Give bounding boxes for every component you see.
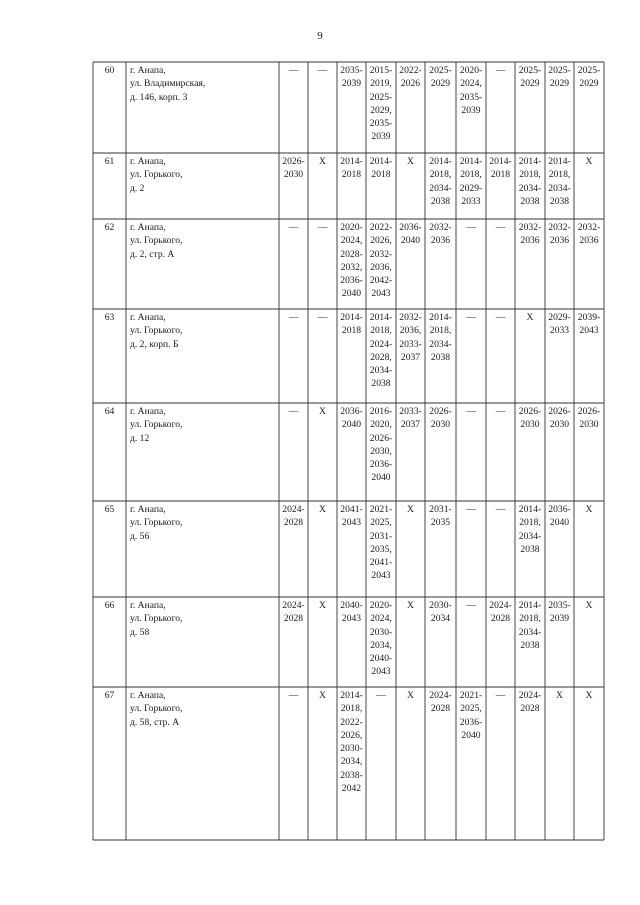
address-cell: г. Анапа, ул. Горького, д. 2, стр. А [130,222,183,260]
period-cell: X [585,504,593,515]
period-cell: 2036- 2040 [548,504,571,529]
period-cell: 2014- 2018, 2034- 2038 [548,156,571,207]
page-number: 9 [317,30,323,42]
period-cell: 2014- 2018, 2034- 2038 [518,504,542,555]
period-cell: X [585,600,593,611]
address-cell: г. Анапа, ул. Владимирская, д. 146, корп. 3 [130,65,206,103]
period-cell: 2014- 2018 [340,156,363,181]
period-cell: X [407,504,414,515]
row-number: 65 [104,504,115,515]
period-cell: 2031- 2035 [429,504,452,529]
period-cell: — [288,65,299,76]
period-cell: 2024- 2028 [489,600,512,625]
period-cell: — [495,312,506,323]
period-cell: 2025- 2029 [518,65,542,90]
period-cell: — [466,406,476,417]
period-cell: 2014- 2018, 2034- 2038 [518,156,542,207]
period-cell: 2022- 2026 [399,65,422,90]
row-number: 61 [104,156,115,167]
period-cell: X [319,504,326,515]
address-cell: г. Анапа, ул. Горького, д. 58, стр. А [130,690,183,728]
period-cell: 2032- 2036 [577,222,601,247]
period-cell: — [495,690,506,701]
period-cell: 2024- 2028 [282,600,305,625]
address-cell: г. Анапа, ул. Горького, д. 2 [130,156,183,194]
period-cell: 2025- 2029 [548,65,571,90]
period-cell: 2036- 2040 [399,222,422,247]
address-cell: г. Анапа, ул. Горького, д. 12 [130,406,183,444]
period-cell: 2041- 2043 [340,504,363,529]
period-cell: 2016- 2020, 2026- 2030, 2036- 2040 [369,406,393,484]
period-cell: 2024- 2028 [282,504,305,529]
period-cell: X [526,312,534,323]
period-cell: 2025- 2029 [577,65,601,90]
period-cell: 2026- 2030 [429,406,452,431]
row-number: 62 [104,222,115,233]
row-number: 67 [104,690,115,701]
period-cell: 2014- 2018, 2022- 2026, 2030- 2034, 2038- 2042 [340,690,363,795]
period-cell: — [288,690,299,701]
address-cell: г. Анапа, ул. Горького, д. 58 [130,600,183,638]
period-cell: 2014- 2018 [340,312,363,337]
period-cell: — [466,600,476,611]
period-cell: 2032- 2036, 2033- 2037 [399,312,422,363]
period-cell: 2015- 2019, 2025- 2029, 2035- 2039 [369,65,393,143]
period-cell: 2020- 2024, 2028- 2032, 2036- 2040 [340,222,363,300]
period-cell: X [585,156,593,167]
address-cell: г. Анапа, ул. Горького, д. 56 [130,504,183,542]
period-cell: — [495,222,506,233]
period-cell: 2014- 2018 [489,156,512,181]
period-cell: 2021- 2025, 2031- 2035, 2041- 2043 [369,504,393,582]
period-cell: — [466,312,476,323]
period-cell: 2026- 2030 [282,156,305,181]
period-cell: X [556,690,563,701]
period-cell: — [495,65,506,76]
period-cell: — [495,504,506,515]
period-cell: 2032- 2036 [429,222,452,247]
period-cell: 2035- 2039 [340,65,363,90]
period-cell: — [376,690,386,701]
period-cell: — [466,504,476,515]
period-cell: 2014- 2018, 2024- 2028, 2034- 2038 [369,312,393,390]
period-cell: 2040- 2043 [340,600,363,625]
period-cell: X [319,600,326,611]
period-cell: X [319,406,326,417]
period-cell: 2030- 2034 [429,600,452,625]
period-cell: X [319,156,326,167]
period-cell: 2026- 2030 [577,406,601,431]
period-cell: 2032- 2036 [518,222,542,247]
period-cell: — [317,222,328,233]
period-cell: 2014- 2018 [369,156,393,181]
period-cell: 2024- 2028 [429,690,452,715]
period-cell: 2022- 2026, 2032- 2036, 2042- 2043 [369,222,393,300]
row-number: 60 [104,65,115,76]
period-cell: 2014- 2018, 2029- 2033 [459,156,483,207]
period-cell: — [317,65,328,76]
period-cell: X [407,600,414,611]
period-cell: X [319,690,326,701]
period-cell: 2021- 2025, 2036- 2040 [459,690,483,741]
period-cell: — [288,406,299,417]
period-cell: X [407,690,414,701]
period-cell: 2020- 2024, 2035- 2039 [459,65,483,116]
period-cell: 2032- 2036 [548,222,571,247]
period-cell: 2024- 2028 [518,690,542,715]
period-cell: 2029- 2033 [548,312,571,337]
period-cell: X [585,690,593,701]
period-cell: 2020- 2024, 2030- 2034, 2040- 2043 [369,600,393,678]
period-cell: 2014- 2018, 2034- 2038 [429,156,452,207]
period-cell: 2014- 2018, 2034- 2038 [429,312,452,363]
period-cell: 2036- 2040 [340,406,363,431]
period-cell: 2026- 2030 [548,406,571,431]
period-cell: 2014- 2018, 2034- 2038 [518,600,542,651]
period-cell: 2035- 2039 [548,600,571,625]
row-number: 63 [104,312,115,323]
period-cell: 2039- 2043 [577,312,601,337]
period-cell: — [495,406,506,417]
period-cell: 2026- 2030 [518,406,542,431]
period-cell: 2025- 2029 [429,65,452,90]
period-cell: — [288,222,299,233]
period-cell: X [407,156,414,167]
row-number: 64 [104,406,115,417]
row-number: 66 [104,600,115,611]
period-cell: 2033- 2037 [399,406,422,431]
period-cell: — [317,312,328,323]
period-cell: — [466,222,476,233]
period-cell: — [288,312,299,323]
address-cell: г. Анапа, ул. Горького, д. 2, корп. Б [130,312,183,350]
